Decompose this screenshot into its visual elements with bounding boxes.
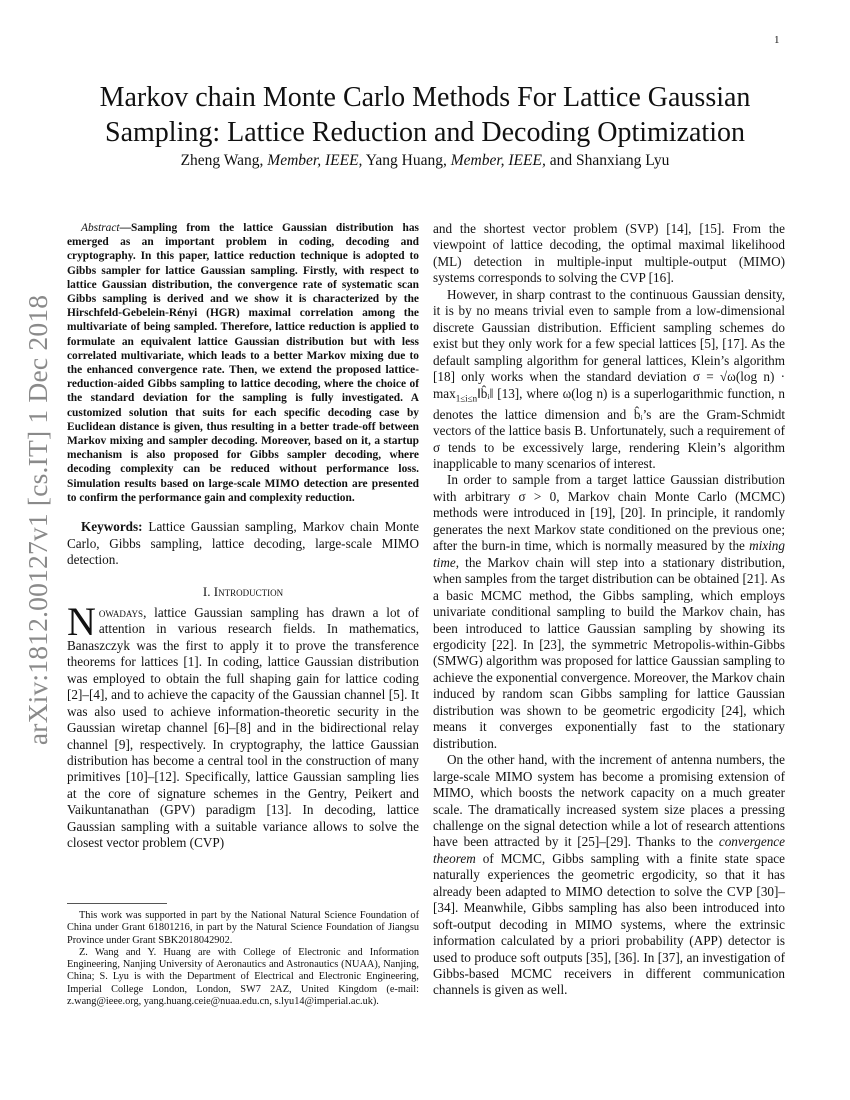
author-3: and Shanxiang Lyu [549, 152, 670, 169]
footnote-funding: This work was supported in part by the National Natural Science Foundation of China under Grant 61801216, in part by the Natural Science Foundation of Jiangsu Province under Grant SBK2018042902. [67, 910, 419, 946]
p1-subscript: 1≤i≤n [455, 393, 478, 404]
right-paragraph-1 [433, 287, 785, 473]
abstract-label: Abstract [81, 222, 120, 234]
intro-paragraph-1 [67, 598, 419, 852]
intro-first-word: owadays [98, 604, 144, 620]
paper-title [70, 80, 780, 150]
author-2: Yang Huang, [365, 152, 447, 169]
author-1-role: Member, IEEE, [267, 152, 363, 169]
abstract-body: —Sampling from the lattice Gaussian distribution has emerged as an important problem in coding, decoding and cryptography. In this paper, lattice reduction technique is adopted to Gibbs sampler for lattice Gaussian sampling. Firstly, with respect to lattice Gaussian distribution, the convergence rate of systematic scan Gibbs sampling is derived and we show it is characterized by the Hirschfeld-Gebelein-Rényi (HGR) maximal correlation among the multivariate of being sampled. Therefore, lattice reduction is applied to formulate an equivalent lattice Gaussian distribution but with less correlated multivariate, which leads to a better Markov mixing due to the enhanced convergence rate. Then, we extend the proposed lattice-reduction-aided Gibbs sampling to lattice decoding, where the choice of the standard deviation for the sampling is fully investigated. A customized solution that suits for each specific decoding case by Euclidean distance is given, thus resulting in a better trade-off between Markov mixing and sampler decoding. Moreover, based on it, a startup mechanism is also proposed for Gibbs sampler decoding, where decoding complexity can be reduced without performance loss. Simulation results based on large-scale MIMO detection are presented to confirm the performance gain and complexity reduction. [67, 222, 419, 504]
p3-part-b: of MCMC, Gibbs sampling with a finite state space naturally experiences the geometric ergodicity, so that it has already been adapted to MIMO detection to solve the CVP [30]–[34]. Meanwhile, Gibbs sampling has also been introduced into soft-output decoding in MIMO systems, where the extrinsic information calculated by a priori probability (APP) detector is used to produce soft outputs [35], [36]. In [37], an investigation of Gibbs-based MCMC receivers in different communication channels is given as well. [433, 850, 785, 998]
title-line-1: Markov chain Monte Carlo Methods For Lattice Gaussian [99, 82, 751, 113]
right-paragraph-0: and the shortest vector problem (SVP) [14], [15]. From the viewpoint of lattice decoding, the optimal maximal likelihood (ML) detection in multiple-input multiple-output (MIMO) systems corresponds to solving the CVP [16]. [433, 221, 785, 286]
page-number: 1 [774, 34, 780, 46]
keywords-text: Lattice Gaussian sampling, Markov chain Monte Carlo, Gibbs sampling, lattice decoding, large-scale MIMO detection. [67, 519, 419, 567]
keywords [67, 519, 419, 568]
footnote-rule [67, 903, 167, 904]
p1-part-b: ‖b̂ᵢ‖ [13], where ω(log n) is a superlogarithmic function, n denotes the lattice dimension and b̂ᵢ’s are the Gram-Schmidt vectors of the lattice basis B. Unfortunately, such a requirement of σ tends to be excessively large, rendering Klein’s algorithm inapplicable to many scenarios of interest. [433, 385, 785, 471]
p2-part-a: In order to sample from a target lattice Gaussian distribution with arbitrary σ > 0, Markov chain Monte Carlo (MCMC) methods were introduced in [19], [20]. In principle, it randomly generates the next Markov state conditioned on the previous one; after the burn-in time, which is normally measured by the [433, 472, 785, 554]
right-paragraph-3 [433, 752, 785, 999]
author-1: Zheng Wang, [180, 152, 264, 169]
right-paragraph-2 [433, 472, 785, 752]
abstract [67, 221, 419, 505]
author-line [70, 152, 780, 170]
footnotes [67, 910, 419, 1008]
left-column [67, 221, 419, 852]
keywords-label: Keywords: [81, 519, 143, 535]
intro-text: , lattice Gaussian sampling has drawn a lot of attention in various research fields. In mathematics, Banaszczyk was the first to apply it to prove the transference theorems for lattices [1]. In coding, lattice Gaussian distribution was employed to obtain the full shaping gain for lattice coding [2]–[4], and to achieve the capacity of the Gaussian channel [5]. It was also used to achieve information-theoretic security in the Gaussian wiretap channel [6]–[8] and in the bidirectional relay channel [9], respectively. In cryptography, the lattice Gaussian distribution has become a central tool in the construction of many primitives [10]–[12]. Specifically, lattice Gaussian sampling lies at the core of signature schemes in the Gentry, Peikert and Vaikuntanathan (GPV) paradigm [13]. In decoding, lattice Gaussian sampling with a suitable variance allows to solve the closest vector problem (CVP) [67, 604, 419, 851]
right-column [433, 221, 785, 999]
p1-part-a: However, in sharp contrast to the continuous Gaussian density, it is by no means trivial even to sample from a low-dimensional discrete Gaussian distribution. Efficient sampling schemes do exist but they only work for a few special lattices [5], [17]. As the default sampling algorithm for general lattices, Klein’s algorithm [18] only works when the standard deviation σ = √ω(log n) · max [433, 286, 785, 401]
dropcap: N [67, 598, 96, 644]
author-2-role: Member, IEEE, [450, 152, 546, 169]
arxiv-stamp-text: arXiv:1812.00127v1 [cs.IT] 1 Dec 2018 [21, 294, 53, 746]
arxiv-stamp [10, 290, 65, 750]
section-heading-introduction: I. Introduction [202, 584, 284, 600]
footnote-affiliations: Z. Wang and Y. Huang are with College of Electronic and Information Engineering, Nanjing University of Aeronautics and Astronautics (NUAA), Nanjing, China; S. Lyu is with the Department of Electrical and Electronic Engineering, Imperial College London, London, SW7 2AZ, United Kingdom (e-mail: z.wang@ieee.org, yang.huang.ceie@nuaa.edu.cn, s.lyu14@imperial.ac.uk). [67, 946, 419, 1008]
p2-emphasis: mixing time [433, 538, 785, 570]
p3-emphasis: convergence theorem [433, 834, 785, 866]
p3-part-a: On the other hand, with the increment of antenna numbers, the large-scale MIMO system has become a promising extension of MIMO, which boosts the network capacity on a much greater scale. The dramatically increased system size places a pressing challenge on the signal detection while a lot of research attentions have been attracted by it [25]–[29]. Thanks to the [433, 752, 785, 850]
p2-part-b: , the Markov chain will step into a stationary distribution, when samples from the target distribution can be obtained [21]. As a basic MCMC method, the Gibbs sampling, which employs univariate conditional sampling to build the Markov chain, has been introduced to lattice Gaussian sampling by showing its ergodicity [22]. In [23], the symmetric Metropolis-within-Gibbs (SMWG) algorithm was proposed for lattice Gaussian sampling to achieve the exponential convergence. Moreover, the Markov chain induced by random scan Gibbs sampling for lattice Gaussian distribution was shown to be geometric ergodicity [24], which means it converges exponentially fast to the stationary distribution. [433, 554, 785, 751]
title-line-2: Sampling: Lattice Reduction and Decoding Optimization [105, 117, 745, 148]
